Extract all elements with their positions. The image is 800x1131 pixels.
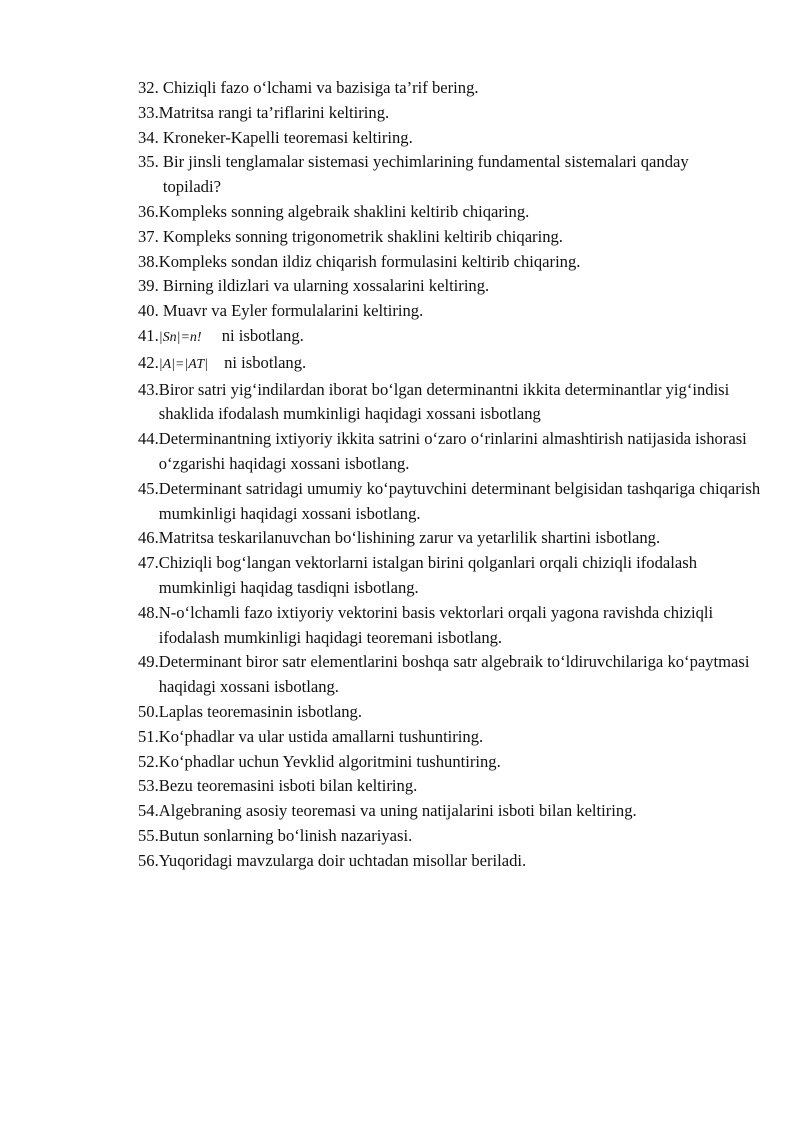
item-number: 47. [138,553,159,573]
list-item [138,601,778,651]
item-text: Ko‘phadlar uchun Yevklid algoritmini tushuntiring. [158,751,501,771]
list-item [138,274,778,299]
item-text: Matritsa rangi ta’riflarini keltiring. [158,102,390,122]
item-text: Matritsa teskarilanuvchan bo‘lishining zarur va yetarlilik shartini isbotlang. [158,528,661,548]
list-item [138,551,778,601]
list-item [138,477,778,527]
list-item [138,700,778,725]
list-item [138,101,778,126]
item-number: 46. [138,528,159,548]
item-text: Muavr va Eyler formulalarini keltiring. [162,301,424,321]
item-number: 33. [138,102,159,122]
list-item [138,76,778,101]
item-number: 48. [138,602,159,622]
list-item [138,725,778,750]
item-number: 56. [138,850,159,870]
item-number: 51. [138,726,159,746]
list-item [138,824,778,849]
item-text [159,324,778,351]
question-list [138,76,778,874]
item-number: 53. [138,776,159,796]
item-text: Algebraning asosiy teoremasi va uning natijalarini isboti bilan keltiring. [158,801,637,821]
list-item [138,526,778,551]
item-text-rest: ni isbotlang. [221,325,304,345]
item-text-rest: ni isbotlang. [224,352,307,372]
list-item [138,774,778,799]
list-item [138,351,778,378]
item-number: 40. [138,301,163,321]
item-number: 50. [138,701,159,721]
item-number: 37. [138,226,163,246]
item-number: 36. [138,201,159,221]
list-item [138,299,778,324]
item-text: Ko‘phadlar va ular ustida amallarni tushuntiring. [158,726,484,746]
list-item [138,750,778,775]
item-text: Kompleks sondan ildiz chiqarish formulasini keltirib chiqaring. [158,251,581,271]
list-item [138,200,778,225]
list-item [138,378,778,428]
formula: |A|=|AT| [158,356,208,372]
item-number: 38. [138,251,159,271]
item-number: 41. [138,325,159,345]
item-number: 42. [138,352,159,372]
list-item [138,324,778,351]
item-text: Kompleks sonning algebraik shaklini keltirib chiqaring. [158,201,530,221]
item-text: N-o‘lchamli fazo ixtiyoriy vektorini basis vektorlari orqali yagona ravishda chiziqli ifodalash mumkinligi haqidagi teoremani isbotlang. [158,602,714,647]
item-text: Birning ildizlari va ularning xossalarini keltiring. [162,276,490,296]
item-text: Chiziqli fazo o‘lchami va bazisiga ta’rif bering. [162,78,479,97]
item-text [159,351,778,378]
item-text: Bezu teoremasini isboti bilan keltiring. [158,776,418,796]
list-item [138,225,778,250]
item-text: Kroneker-Kapelli teoremasi keltiring. [162,127,413,147]
item-text: Chiziqli bog‘langan vektorlarni istalgan birini qolganlari orqali chiziqli ifodalash mumkinligi haqidag tasdiqni isbotlang. [158,553,697,597]
item-text: Yuqoridagi mavzularga doir uchtadan misollar beriladi. [158,850,527,870]
list-item [138,650,778,700]
item-text: Butun sonlarning bo‘linish nazariyasi. [158,825,413,845]
item-text: Laplas teoremasinin isbotlang. [158,701,362,721]
item-text: Bir jinsli tenglamalar sistemasi yechimlarining fundamental sistemalari qanday topiladi? [162,152,689,197]
item-text: Kompleks sonning trigonometrik shaklini keltirib chiqaring. [162,226,563,246]
item-number: 32. [138,78,163,97]
list-item [138,427,778,477]
list-item [138,799,778,824]
item-number: 45. [138,478,159,498]
item-number: 54. [138,801,159,821]
formula: |Sn|=n! [158,329,202,345]
item-number: 35. [138,152,163,172]
item-text: Determinantning ixtiyoriy ikkita satrini o‘zaro o‘rinlarini almashtirish natijasida ishorasi o‘zgarishi haqidagi xossani isbotlang. [158,429,747,473]
list-item [138,849,778,874]
list-item [138,150,778,200]
item-text: Determinant satridagi umumiy ko‘paytuvchini determinant belgisidan tashqariga chiqarish mumkinligi haqidagi xossani isbotlang. [158,478,761,523]
item-number: 49. [138,652,159,672]
list-item [138,126,778,151]
item-number: 34. [138,127,163,147]
item-number: 55. [138,825,159,845]
item-text: Biror satri yig‘indilardan iborat bo‘lgan determinantni ikkita determinantlar yig‘indisi shaklida ifodalash mumkinligi haqidagi xossani isbotlang [158,379,730,424]
item-number: 44. [138,429,159,449]
item-number: 52. [138,751,159,771]
item-number: 39. [138,276,163,296]
list-item [138,250,778,275]
item-number: 43. [138,379,159,399]
item-text: Determinant biror satr elementlarini boshqa satr algebraik to‘ldiruvchilariga ko‘paytmasi haqidagi xossani isbotlang. [158,652,750,697]
